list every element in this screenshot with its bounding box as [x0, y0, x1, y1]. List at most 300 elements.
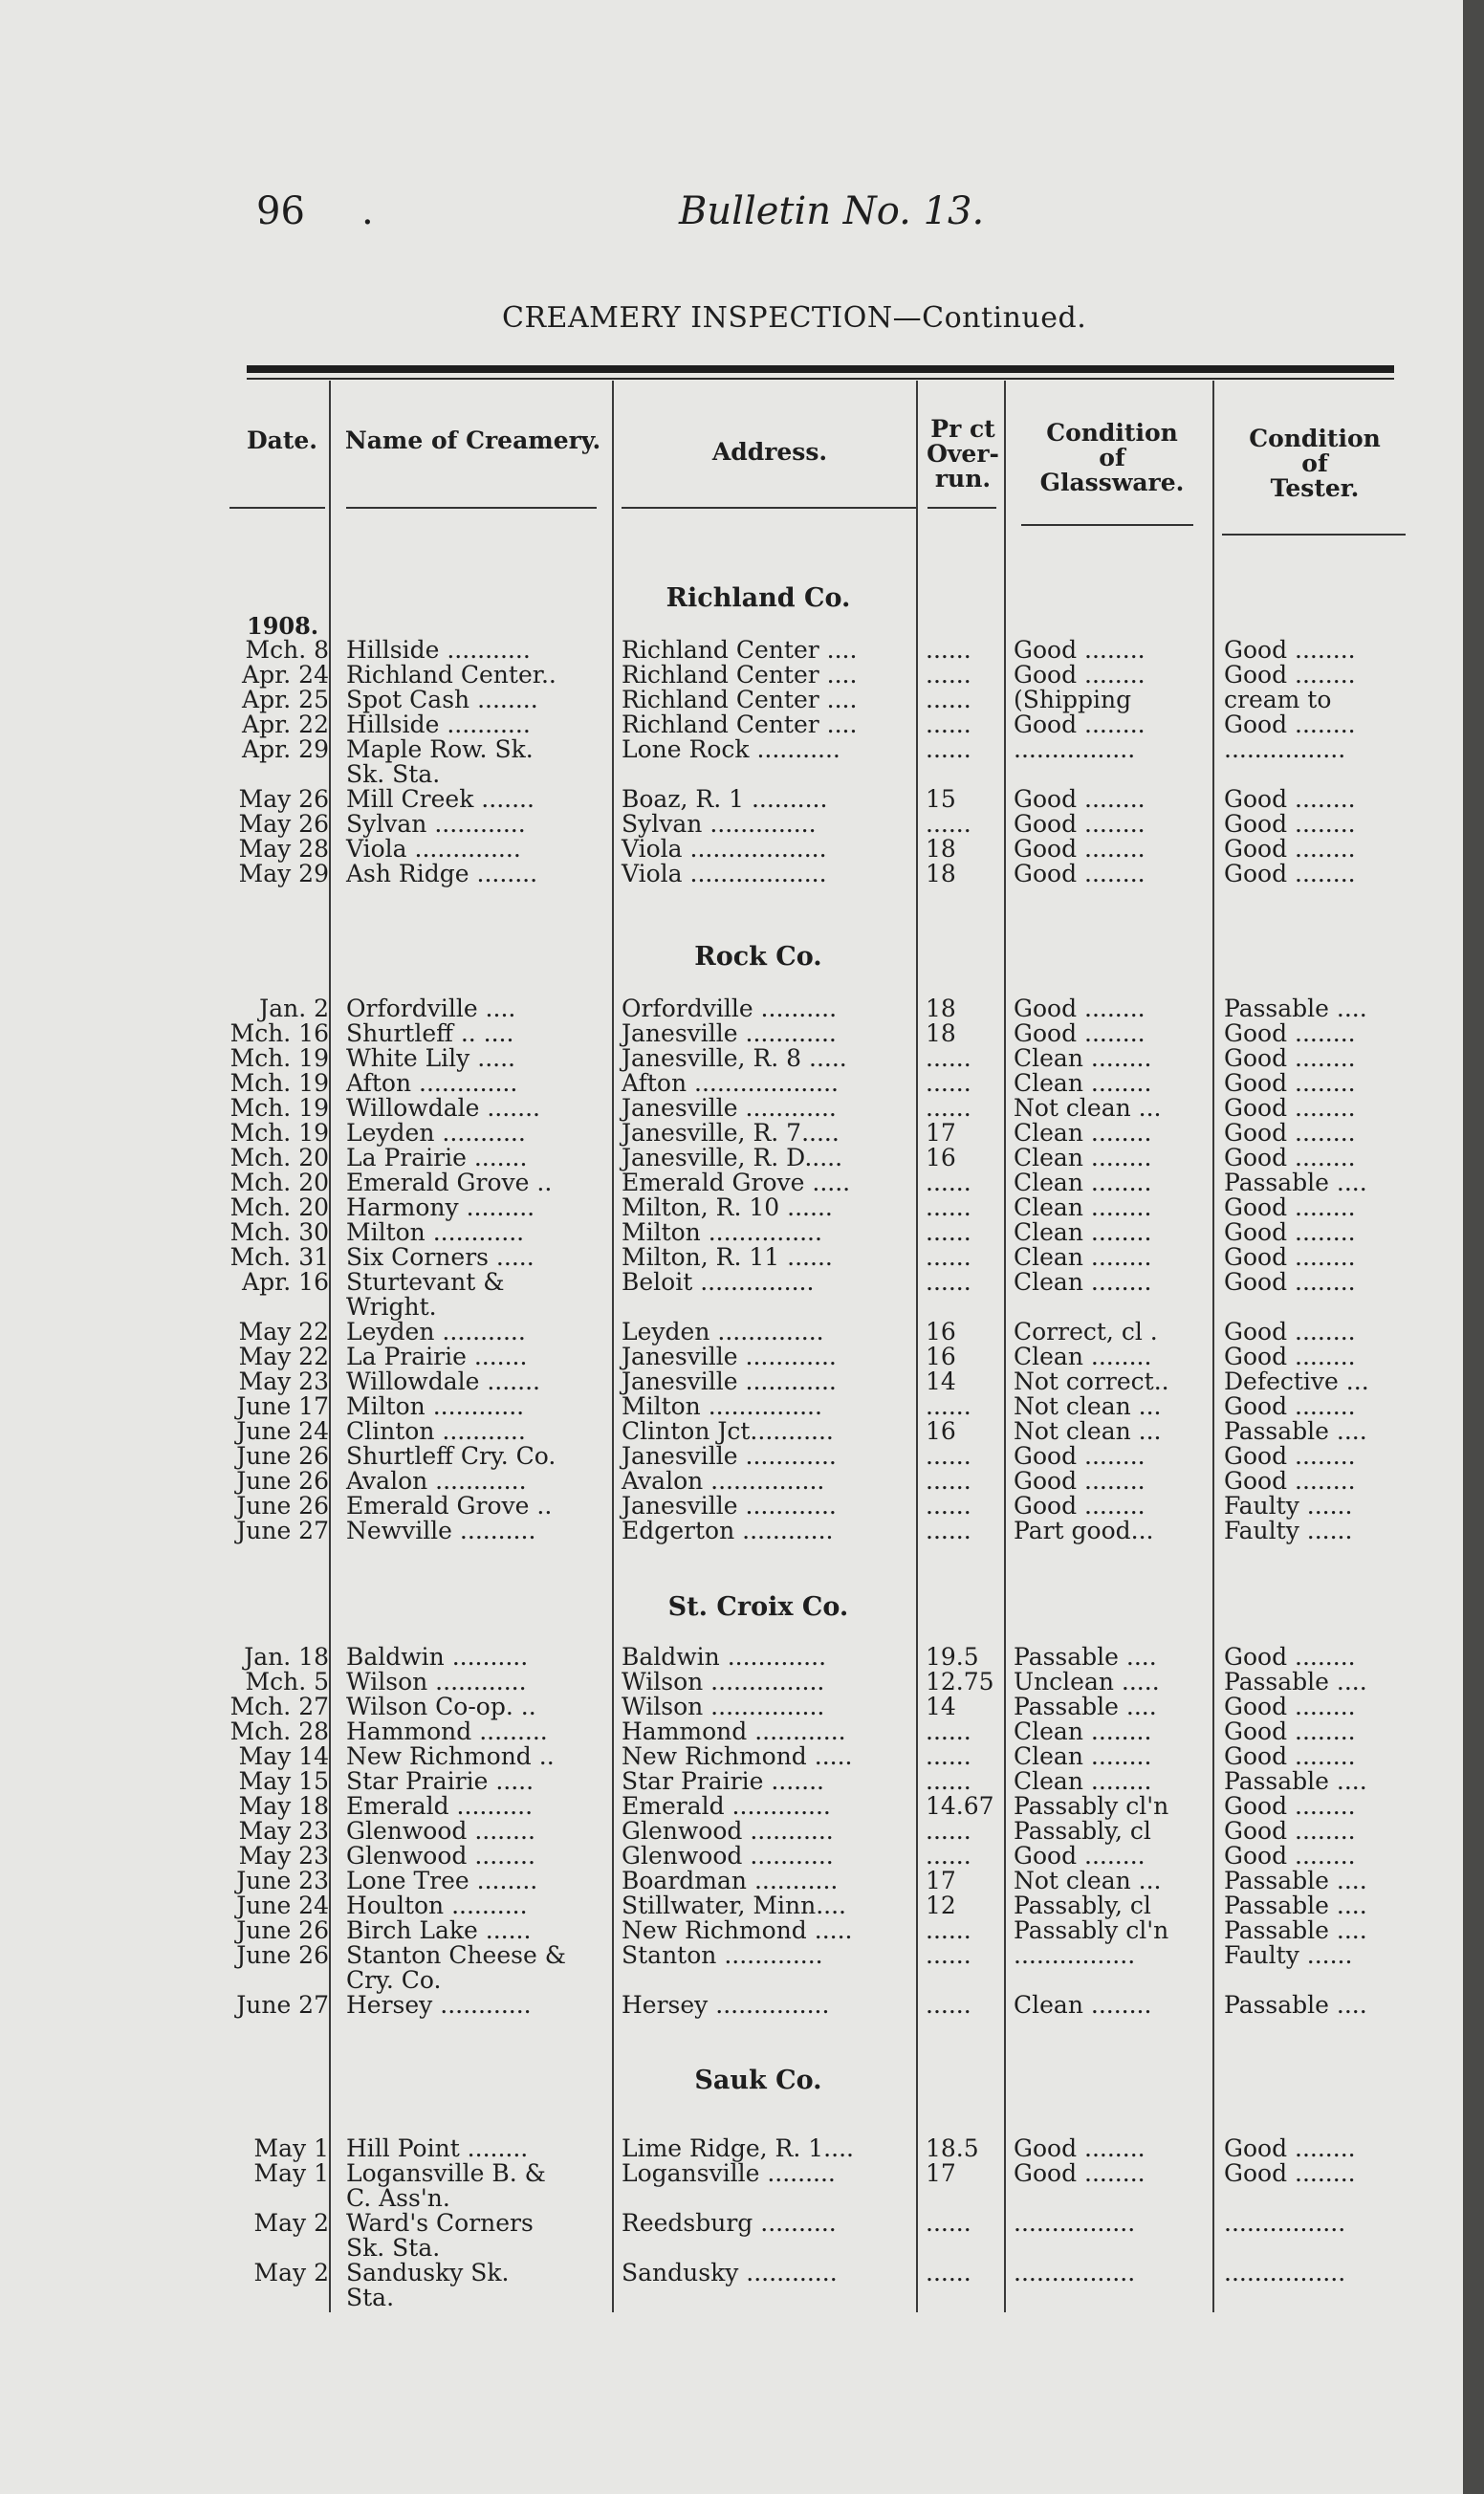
cell-creamery-name: Ward's Corners — [346, 2209, 534, 2237]
cell-address: Richland Center .... — [622, 636, 858, 664]
cell-tester: Passable .... — [1224, 1767, 1367, 1795]
cell-creamery-name: Emerald Grove .. — [346, 1492, 553, 1520]
cell-overrun: 14.67 — [926, 1792, 994, 1820]
cell-address: Wilson ............... — [622, 1668, 825, 1695]
cell-tester: Good ........ — [1224, 1343, 1356, 1370]
cell-glassware: ................ — [1014, 735, 1136, 763]
bulletin-title: Bulletin No. 13. — [679, 189, 985, 233]
cell-creamery-name: Sturtevant & — [346, 1268, 505, 1296]
cell-creamery-name: Afton ............. — [346, 1069, 518, 1097]
cell-address: Logansville ......... — [622, 2159, 836, 2187]
cell-glassware: Clean ........ — [1014, 1169, 1152, 1196]
cell-date: June 26 — [236, 1467, 329, 1495]
cell-creamery-name: Emerald Grove .. — [346, 1169, 553, 1196]
column-header-name: Name of Creamery. — [344, 427, 601, 454]
table-row — [0, 1169, 1484, 1195]
cell-address: Viola .................. — [622, 835, 827, 863]
cell-date: May 29 — [238, 860, 329, 887]
cell-address: Janesville ............ — [622, 1367, 837, 1395]
table-row — [0, 1742, 1484, 1769]
cell-tester: ................ — [1224, 2209, 1346, 2237]
table-row — [0, 1343, 1484, 1369]
cell-creamery-name: Glenwood ........ — [346, 1817, 535, 1845]
cell-glassware: Passably cl'n — [1014, 1916, 1169, 1944]
cell-date: Mch. 5 — [245, 1668, 329, 1695]
table-row — [0, 1318, 1484, 1345]
column-header-glassware: Condition of Glassware. — [1039, 419, 1185, 496]
cell-glassware: Passably, cl — [1014, 1817, 1151, 1845]
cell-tester: Good ........ — [1224, 1842, 1356, 1870]
cell-address: Janesville, R. 8 ..... — [622, 1044, 847, 1072]
cell-address: Emerald ............. — [622, 1792, 831, 1820]
table-row — [0, 1842, 1484, 1869]
cell-date: Mch. 31 — [229, 1243, 329, 1271]
cell-glassware: ................ — [1014, 2209, 1136, 2237]
cell-overrun: 18.5 — [926, 2134, 979, 2162]
cell-tester: Good ........ — [1224, 1193, 1356, 1221]
table-row — [0, 835, 1484, 862]
table-row — [0, 1941, 1484, 1968]
cell-overrun: 12.75 — [926, 1668, 994, 1695]
table-row — [0, 2209, 1484, 2236]
column-header-address: Address. — [711, 438, 828, 466]
table-row — [0, 1792, 1484, 1819]
cell-creamery-name: Hillside ........... — [346, 711, 531, 738]
cell-address: Viola .................. — [622, 860, 827, 887]
cell-glassware: Clean ........ — [1014, 1193, 1152, 1221]
table-row — [0, 661, 1484, 688]
cell-tester: Good ........ — [1224, 1717, 1356, 1745]
cell-overrun: 18 — [926, 860, 956, 887]
cell-tester: Good ........ — [1224, 1643, 1356, 1671]
table-row — [0, 995, 1484, 1021]
header-dot: . — [361, 189, 374, 233]
cell-overrun: 17 — [926, 2159, 956, 2187]
table-row — [0, 1817, 1484, 1844]
cell-creamery-name: Shurtleff Cry. Co. — [346, 1442, 556, 1470]
cell-address: Janesville ............ — [622, 1492, 837, 1520]
cell-creamery-name: Logansville B. & — [346, 2159, 546, 2187]
county-heading: Sauk Co. — [694, 2066, 822, 2095]
cell-glassware: Clean ........ — [1014, 1144, 1152, 1171]
cell-tester: Good ........ — [1224, 1119, 1356, 1147]
cell-creamery-name: C. Ass'n. — [346, 2184, 450, 2212]
cell-address: Beloit ............... — [622, 1268, 815, 1296]
cell-glassware: Clean ........ — [1014, 1243, 1152, 1271]
cell-creamery-name: Emerald .......... — [346, 1792, 534, 1820]
cell-glassware: Good ........ — [1014, 995, 1146, 1022]
cell-date: May 22 — [238, 1343, 329, 1370]
cell-tester: Good ........ — [1224, 1467, 1356, 1495]
cell-tester: Good ........ — [1224, 1817, 1356, 1845]
cell-creamery-name: Milton ............ — [346, 1392, 525, 1420]
table-row — [0, 1643, 1484, 1670]
cell-address: Reedsburg .......... — [622, 2209, 837, 2237]
cell-overrun: ...... — [926, 1069, 971, 1097]
cell-glassware: Good ........ — [1014, 1467, 1146, 1495]
cell-overrun: ...... — [926, 1941, 971, 1969]
cell-date: Apr. 25 — [242, 686, 329, 713]
cell-glassware: Good ........ — [1014, 810, 1146, 838]
cell-date: Apr. 29 — [242, 735, 329, 763]
cell-date: Mch. 20 — [229, 1144, 329, 1171]
cell-tester: Good ........ — [1224, 1693, 1356, 1720]
table-row — [0, 785, 1484, 812]
cell-address: Glenwood ........... — [622, 1842, 834, 1870]
cell-overrun: ...... — [926, 1442, 971, 1470]
cell-creamery-name: Richland Center.. — [346, 661, 556, 689]
table-row — [0, 1019, 1484, 1046]
cell-address: Janesville ............ — [622, 1094, 837, 1122]
cell-address: Star Prairie ....... — [622, 1767, 824, 1795]
cell-glassware: Good ........ — [1014, 835, 1146, 863]
cell-creamery-name: Willowdale ....... — [346, 1367, 540, 1395]
cell-glassware: Not clean ... — [1014, 1417, 1162, 1445]
cell-tester: Passable .... — [1224, 1867, 1367, 1894]
table-row — [0, 1467, 1484, 1494]
cell-date: June 24 — [236, 1417, 329, 1445]
cell-date: May 2 — [253, 2259, 329, 2286]
page-header — [249, 189, 1205, 247]
cell-address: Edgerton ............ — [622, 1517, 834, 1544]
cell-glassware: Good ........ — [1014, 1492, 1146, 1520]
cell-date: May 15 — [238, 1767, 329, 1795]
table-row — [0, 760, 1484, 787]
cell-creamery-name: Hammond ......... — [346, 1717, 548, 1745]
table-row — [0, 1367, 1484, 1394]
cell-address: Richland Center .... — [622, 686, 858, 713]
county-heading: Rock Co. — [694, 942, 822, 972]
cell-date: Apr. 24 — [242, 661, 329, 689]
table-row — [0, 711, 1484, 737]
table-row — [0, 1517, 1484, 1543]
table-row — [0, 1767, 1484, 1794]
cell-tester: ................ — [1224, 735, 1346, 763]
table-row — [0, 1916, 1484, 1943]
cell-overrun: 16 — [926, 1343, 956, 1370]
table-row — [0, 1442, 1484, 1469]
cell-creamery-name: Viola .............. — [346, 835, 521, 863]
county-heading: St. Croix Co. — [667, 1592, 849, 1622]
column-header-overrun: Pr ct Over- run. — [927, 415, 999, 492]
cell-creamery-name: Houlton .......... — [346, 1892, 528, 1919]
cell-overrun: ...... — [926, 1268, 971, 1296]
cell-overrun: ...... — [926, 636, 971, 664]
column-header-date: Date. — [246, 427, 318, 454]
cell-tester: Good ........ — [1224, 1318, 1356, 1345]
cell-address: Milton ............... — [622, 1218, 822, 1246]
table-row — [0, 1144, 1484, 1170]
cell-overrun: ...... — [926, 1193, 971, 1221]
cell-overrun: ...... — [926, 1842, 971, 1870]
cell-address: New Richmond ..... — [622, 1916, 853, 1944]
table-row — [0, 1293, 1484, 1320]
cell-address: Janesville ............ — [622, 1442, 837, 1470]
cell-creamery-name: Orfordville .... — [346, 995, 516, 1022]
table-row — [0, 2259, 1484, 2286]
cell-glassware: Good ........ — [1014, 785, 1146, 813]
cell-overrun: ...... — [926, 1817, 971, 1845]
cell-date: May 23 — [238, 1842, 329, 1870]
cell-glassware: Clean ........ — [1014, 1991, 1152, 2019]
cell-tester: Faulty ...... — [1224, 1517, 1353, 1544]
header-rule-thick — [247, 365, 1394, 373]
table-row — [0, 1668, 1484, 1695]
cell-overrun: 15 — [926, 785, 956, 813]
cell-date: May 14 — [238, 1742, 329, 1770]
cell-date: May 28 — [238, 835, 329, 863]
section-title: CREAMERY INSPECTION—Continued. — [502, 301, 1087, 335]
cell-overrun: ...... — [926, 1169, 971, 1196]
cell-creamery-name: Maple Row. Sk. — [346, 735, 534, 763]
cell-tester: Good ........ — [1224, 1044, 1356, 1072]
cell-glassware: Clean ........ — [1014, 1343, 1152, 1370]
cell-tester: Good ........ — [1224, 785, 1356, 813]
cell-date: June 24 — [236, 1892, 329, 1919]
cell-tester: Passable .... — [1224, 1169, 1367, 1196]
cell-glassware: Clean ........ — [1014, 1268, 1152, 1296]
cell-address: Glenwood ........... — [622, 1817, 834, 1845]
cell-glassware: Not clean ... — [1014, 1392, 1162, 1420]
cell-address: Richland Center .... — [622, 711, 858, 738]
cell-date: May 1 — [253, 2134, 329, 2162]
cell-overrun: 12 — [926, 1892, 956, 1919]
table-row — [0, 810, 1484, 837]
cell-glassware: Passably, cl — [1014, 1892, 1151, 1919]
cell-creamery-name: Stanton Cheese & — [346, 1941, 566, 1969]
cell-tester: Good ........ — [1224, 860, 1356, 887]
cell-date: Mch. 27 — [229, 1693, 329, 1720]
cell-date: May 23 — [238, 1817, 329, 1845]
cell-glassware: Good ........ — [1014, 711, 1146, 738]
cell-glassware: Unclean ..... — [1014, 1668, 1160, 1695]
underline-date — [229, 507, 325, 509]
cell-address: Wilson ............... — [622, 1693, 825, 1720]
table-row — [0, 2134, 1484, 2161]
cell-glassware: Good ........ — [1014, 1019, 1146, 1047]
cell-tester: Good ........ — [1224, 2159, 1356, 2187]
cell-date: June 27 — [236, 1517, 329, 1544]
cell-address: Hammond ............ — [622, 1717, 846, 1745]
cell-date: Mch. 28 — [229, 1717, 329, 1745]
cell-date: Jan. 18 — [244, 1643, 329, 1671]
cell-date: Mch. 8 — [245, 636, 329, 664]
cell-overrun: ...... — [926, 1717, 971, 1745]
cell-overrun: 18 — [926, 995, 956, 1022]
cell-address: Janesville ............ — [622, 1019, 837, 1047]
cell-overrun: 16 — [926, 1417, 956, 1445]
cell-glassware: Good ........ — [1014, 2134, 1146, 2162]
table-row — [0, 1867, 1484, 1893]
cell-overrun: ...... — [926, 711, 971, 738]
cell-tester: Good ........ — [1224, 1218, 1356, 1246]
cell-date: Apr. 16 — [242, 1268, 329, 1296]
cell-creamery-name: Cry. Co. — [346, 1966, 442, 1994]
table-row — [0, 1044, 1484, 1071]
cell-creamery-name: Shurtleff .. .... — [346, 1019, 514, 1047]
cell-overrun: 16 — [926, 1318, 956, 1345]
cell-tester: Passable .... — [1224, 1991, 1367, 2019]
table-row — [0, 1268, 1484, 1295]
cell-tester: Good ........ — [1224, 1792, 1356, 1820]
cell-address: Boardman ........... — [622, 1867, 839, 1894]
cell-creamery-name: Newville .......... — [346, 1517, 536, 1544]
cell-address: Janesville ............ — [622, 1343, 837, 1370]
cell-date: June 17 — [236, 1392, 329, 1420]
cell-overrun: ...... — [926, 661, 971, 689]
underline-tester — [1222, 534, 1406, 536]
cell-overrun: ...... — [926, 1094, 971, 1122]
page-number: 96 — [256, 189, 305, 233]
cell-creamery-name: Harmony ......... — [346, 1193, 535, 1221]
cell-address: Leyden .............. — [622, 1318, 824, 1345]
cell-tester: Good ........ — [1224, 1144, 1356, 1171]
cell-address: Avalon ............... — [622, 1467, 825, 1495]
table-row — [0, 2284, 1484, 2310]
cell-date: Mch. 19 — [229, 1094, 329, 1122]
cell-glassware: Clean ........ — [1014, 1119, 1152, 1147]
cell-address: Lone Rock ........... — [622, 735, 840, 763]
cell-glassware: Correct, cl . — [1014, 1318, 1158, 1345]
underline-name — [346, 507, 597, 509]
cell-overrun: ...... — [926, 686, 971, 713]
cell-overrun: ...... — [926, 1742, 971, 1770]
cell-glassware: Passable .... — [1014, 1693, 1157, 1720]
table-row — [0, 1717, 1484, 1744]
cell-creamery-name: Leyden ........... — [346, 1318, 526, 1345]
cell-address: Baldwin ............. — [622, 1643, 827, 1671]
cell-overrun: ...... — [926, 1916, 971, 1944]
cell-date: Mch. 19 — [229, 1044, 329, 1072]
table-row — [0, 1966, 1484, 1993]
table-row — [0, 1693, 1484, 1719]
cell-overrun: ...... — [926, 735, 971, 763]
cell-glassware: Not clean ... — [1014, 1867, 1162, 1894]
cell-tester: Good ........ — [1224, 661, 1356, 689]
cell-glassware: Not correct.. — [1014, 1367, 1169, 1395]
cell-address: Stillwater, Minn.... — [622, 1892, 846, 1919]
cell-tester: Good ........ — [1224, 1069, 1356, 1097]
underline-overrun — [928, 507, 996, 509]
cell-glassware: Clean ........ — [1014, 1767, 1152, 1795]
cell-glassware: Good ........ — [1014, 1442, 1146, 1470]
cell-creamery-name: Avalon ............ — [346, 1467, 527, 1495]
cell-glassware: Clean ........ — [1014, 1717, 1152, 1745]
cell-glassware: ................ — [1014, 1941, 1136, 1969]
table-row — [0, 735, 1484, 762]
cell-date: Mch. 16 — [229, 1019, 329, 1047]
cell-creamery-name: Sta. — [346, 2284, 395, 2311]
cell-creamery-name: La Prairie ....... — [346, 1343, 528, 1370]
cell-date: Apr. 22 — [242, 711, 329, 738]
cell-tester: Faulty ...... — [1224, 1492, 1353, 1520]
cell-address: Orfordville .......... — [622, 995, 838, 1022]
table-row — [0, 1392, 1484, 1419]
underline-address — [622, 507, 918, 509]
cell-tester: Passable .... — [1224, 1417, 1367, 1445]
cell-glassware: ................ — [1014, 2259, 1136, 2286]
cell-creamery-name: Star Prairie ..... — [346, 1767, 535, 1795]
cell-date: May 2 — [253, 2209, 329, 2237]
cell-tester: Defective ... — [1224, 1367, 1369, 1395]
table-row — [0, 1417, 1484, 1444]
cell-overrun: ...... — [926, 1218, 971, 1246]
cell-creamery-name: Leyden ........... — [346, 1119, 526, 1147]
cell-tester: Good ........ — [1224, 1019, 1356, 1047]
cell-tester: Good ........ — [1224, 1094, 1356, 1122]
cell-tester: Passable .... — [1224, 1892, 1367, 1919]
cell-overrun: ...... — [926, 1492, 971, 1520]
cell-glassware: Clean ........ — [1014, 1218, 1152, 1246]
cell-glassware: Good ........ — [1014, 2159, 1146, 2187]
cell-address: Lime Ridge, R. 1.... — [622, 2134, 854, 2162]
cell-overrun: 19.5 — [926, 1643, 979, 1671]
cell-date: Jan. 2 — [259, 995, 329, 1022]
cell-creamery-name: White Lily ..... — [346, 1044, 515, 1072]
cell-glassware: Passable .... — [1014, 1643, 1157, 1671]
cell-creamery-name: Mill Creek ....... — [346, 785, 535, 813]
table-row — [0, 636, 1484, 663]
cell-tester: Good ........ — [1224, 636, 1356, 664]
cell-overrun: 17 — [926, 1119, 956, 1147]
cell-address: Milton, R. 11 ...... — [622, 1243, 833, 1271]
table-row — [0, 1243, 1484, 1270]
cell-overrun: 16 — [926, 1144, 956, 1171]
cell-tester: Faulty ...... — [1224, 1941, 1353, 1969]
cell-overrun: ...... — [926, 1991, 971, 2019]
cell-overrun: ...... — [926, 2209, 971, 2237]
cell-address: Stanton ............. — [622, 1941, 823, 1969]
cell-date: June 26 — [236, 1941, 329, 1969]
cell-creamery-name: Hillside ........... — [346, 636, 531, 664]
cell-creamery-name: Willowdale ....... — [346, 1094, 540, 1122]
cell-tester: Good ........ — [1224, 810, 1356, 838]
cell-address: Janesville, R. 7..... — [622, 1119, 840, 1147]
cell-creamery-name: Glenwood ........ — [346, 1842, 535, 1870]
cell-overrun: ...... — [926, 1243, 971, 1271]
cell-creamery-name: Spot Cash ........ — [346, 686, 538, 713]
cell-overrun: ...... — [926, 810, 971, 838]
cell-address: Sylvan .............. — [622, 810, 817, 838]
cell-overrun: ...... — [926, 1467, 971, 1495]
cell-tester: Passable .... — [1224, 995, 1367, 1022]
table-row — [0, 1119, 1484, 1146]
cell-tester: Good ........ — [1224, 1442, 1356, 1470]
cell-creamery-name: Wilson ............ — [346, 1668, 527, 1695]
cell-address: Janesville, R. D..... — [622, 1144, 843, 1171]
table-row — [0, 1492, 1484, 1519]
cell-tester: Good ........ — [1224, 1243, 1356, 1271]
cell-creamery-name: La Prairie ....... — [346, 1144, 528, 1171]
cell-creamery-name: Wright. — [346, 1293, 437, 1321]
cell-address: Afton ................... — [622, 1069, 840, 1097]
cell-glassware: Clean ........ — [1014, 1044, 1152, 1072]
cell-glassware: Good ........ — [1014, 636, 1146, 664]
cell-address: Milton, R. 10 ...... — [622, 1193, 833, 1221]
cell-date: Mch. 19 — [229, 1119, 329, 1147]
cell-overrun: 18 — [926, 835, 956, 863]
cell-address: Emerald Grove ..... — [622, 1169, 851, 1196]
cell-creamery-name: Ash Ridge ........ — [346, 860, 538, 887]
cell-overrun: ...... — [926, 1517, 971, 1544]
cell-tester: Good ........ — [1224, 711, 1356, 738]
cell-glassware: Clean ........ — [1014, 1069, 1152, 1097]
cell-address: Boaz, R. 1 .......... — [622, 785, 828, 813]
cell-glassware: Passably cl'n — [1014, 1792, 1169, 1820]
cell-creamery-name: Lone Tree ........ — [346, 1867, 538, 1894]
cell-address: Clinton Jct........... — [622, 1417, 834, 1445]
cell-tester: Good ........ — [1224, 2134, 1356, 2162]
